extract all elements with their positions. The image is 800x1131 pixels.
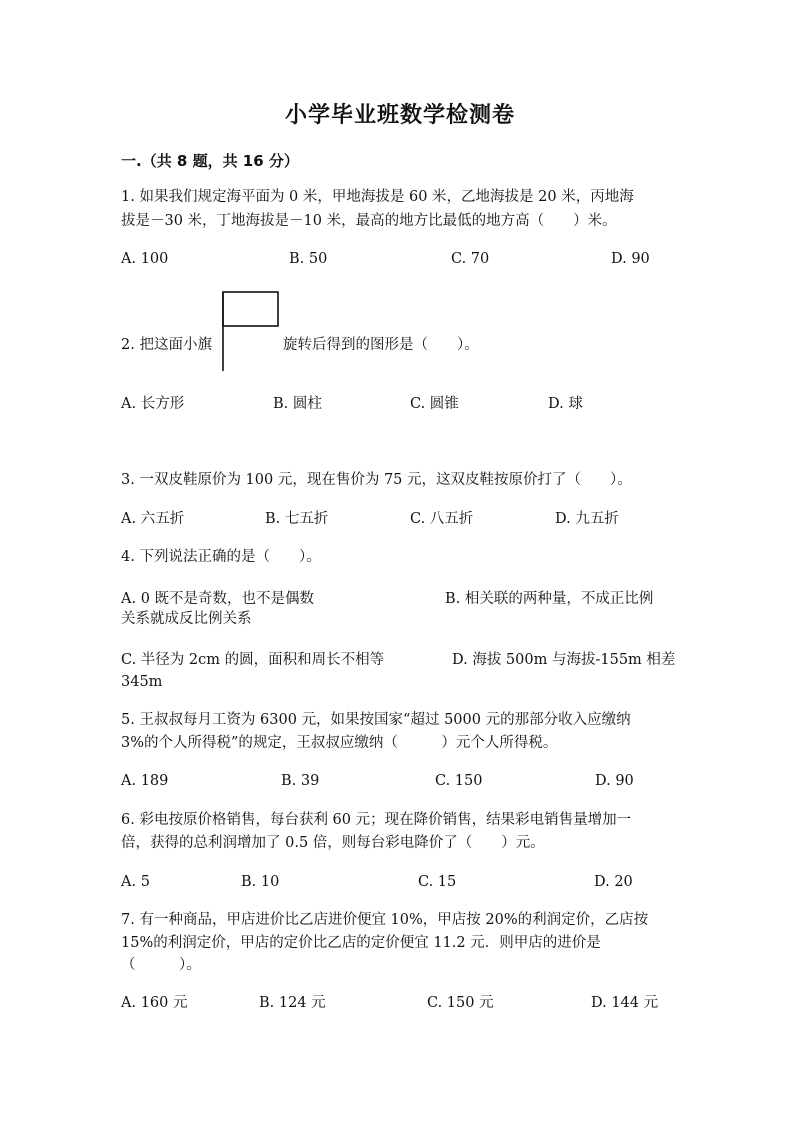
question-5-option-d: D. 90	[595, 773, 634, 789]
question-4-option-b: B. 相关联的两种量，不成正比例	[445, 591, 654, 607]
flag-figure	[221, 291, 281, 373]
question-3-option-a: A. 六五折	[121, 511, 185, 527]
question-2-option-b: B. 圆柱	[273, 396, 322, 412]
question-7-line-1: 7. 有一种商品，甲店进价比乙店进价便宜 10%，甲店按 20%的利润定价，乙店按	[121, 912, 649, 928]
question-5-line-1: 5. 王叔叔每月工资为 6300 元，如果按国家“超过 5000 元的那部分收入应缴纳	[121, 712, 631, 728]
question-3-line-1: 3. 一双皮鞋原价为 100 元，现在售价为 75 元，这双皮鞋按原价打了（ ）。	[121, 472, 632, 488]
question-1-option-c: C. 70	[451, 251, 490, 267]
question-3-option-d: D. 九五折	[555, 511, 619, 527]
question-6-line-2: 倍，获得的总利润增加了 0.5 倍，则每台彩电降价了（ ）元。	[121, 835, 545, 851]
question-3-option-b: B. 七五折	[265, 511, 329, 527]
question-1-option-b: B. 50	[289, 251, 328, 267]
question-5-option-a: A. 189	[121, 773, 169, 789]
question-7-option-a: A. 160 元	[121, 995, 188, 1011]
question-2-option-d: D. 球	[548, 396, 583, 412]
question-5-option-c: C. 150	[435, 773, 483, 789]
question-4-line-1: 4. 下列说法正确的是（ ）。	[121, 549, 321, 565]
question-1-line-2: 拔是－30 米，丁地海拔是－10 米，最高的地方比最低的地方高（ ）米。	[121, 213, 617, 229]
question-1-line-1: 1. 如果我们规定海平面为 0 米，甲地海拔是 60 米，乙地海拔是 20 米，丙地海	[121, 189, 634, 205]
question-7-option-c: C. 150 元	[427, 995, 494, 1011]
question-2-text-before: 2. 把这面小旗	[121, 337, 212, 353]
question-6-option-a: A. 5	[121, 874, 150, 890]
question-3-option-c: C. 八五折	[410, 511, 474, 527]
question-7-option-b: B. 124 元	[259, 995, 326, 1011]
question-4-option-a: A. 0 既不是奇数，也不是偶数	[121, 591, 315, 607]
question-4-option-d: D. 海拔 500m 与海拔-155m 相差	[452, 652, 676, 668]
question-5-option-b: B. 39	[281, 773, 320, 789]
question-1-option-a: A. 100	[121, 251, 169, 267]
question-7-option-d: D. 144 元	[591, 995, 659, 1011]
question-1-option-d: D. 90	[611, 251, 650, 267]
question-5-line-2: 3%的个人所得税”的规定，王叔叔应缴纳（ ）元个人所得税。	[121, 735, 558, 751]
question-4-option-b-continued: 关系就成反比例关系	[121, 611, 252, 627]
question-6-option-d: D. 20	[594, 874, 633, 890]
question-2-option-c: C. 圆锥	[410, 396, 459, 412]
question-2-option-a: A. 长方形	[121, 396, 185, 412]
question-4-option-d-continued: 345m	[121, 674, 163, 690]
question-2-text-after: 旋转后得到的图形是（ ）。	[283, 337, 479, 353]
page-title: 小学毕业班数学检测卷	[284, 103, 515, 128]
question-6-line-1: 6. 彩电按原价格销售，每台获利 60 元；现在降价销售，结果彩电销售量增加一	[121, 812, 632, 828]
question-6-option-b: B. 10	[241, 874, 280, 890]
question-7-line-3: （ ）。	[121, 957, 201, 973]
question-4-option-c: C. 半径为 2cm 的圆，面积和周长不相等	[121, 652, 385, 668]
question-6-option-c: C. 15	[418, 874, 457, 890]
question-7-line-2: 15%的利润定价，甲店的定价比乙店的定价便宜 11.2 元．则甲店的进价是	[121, 935, 601, 951]
section-heading: 一.（共 8 题，共 16 分）	[121, 152, 299, 170]
